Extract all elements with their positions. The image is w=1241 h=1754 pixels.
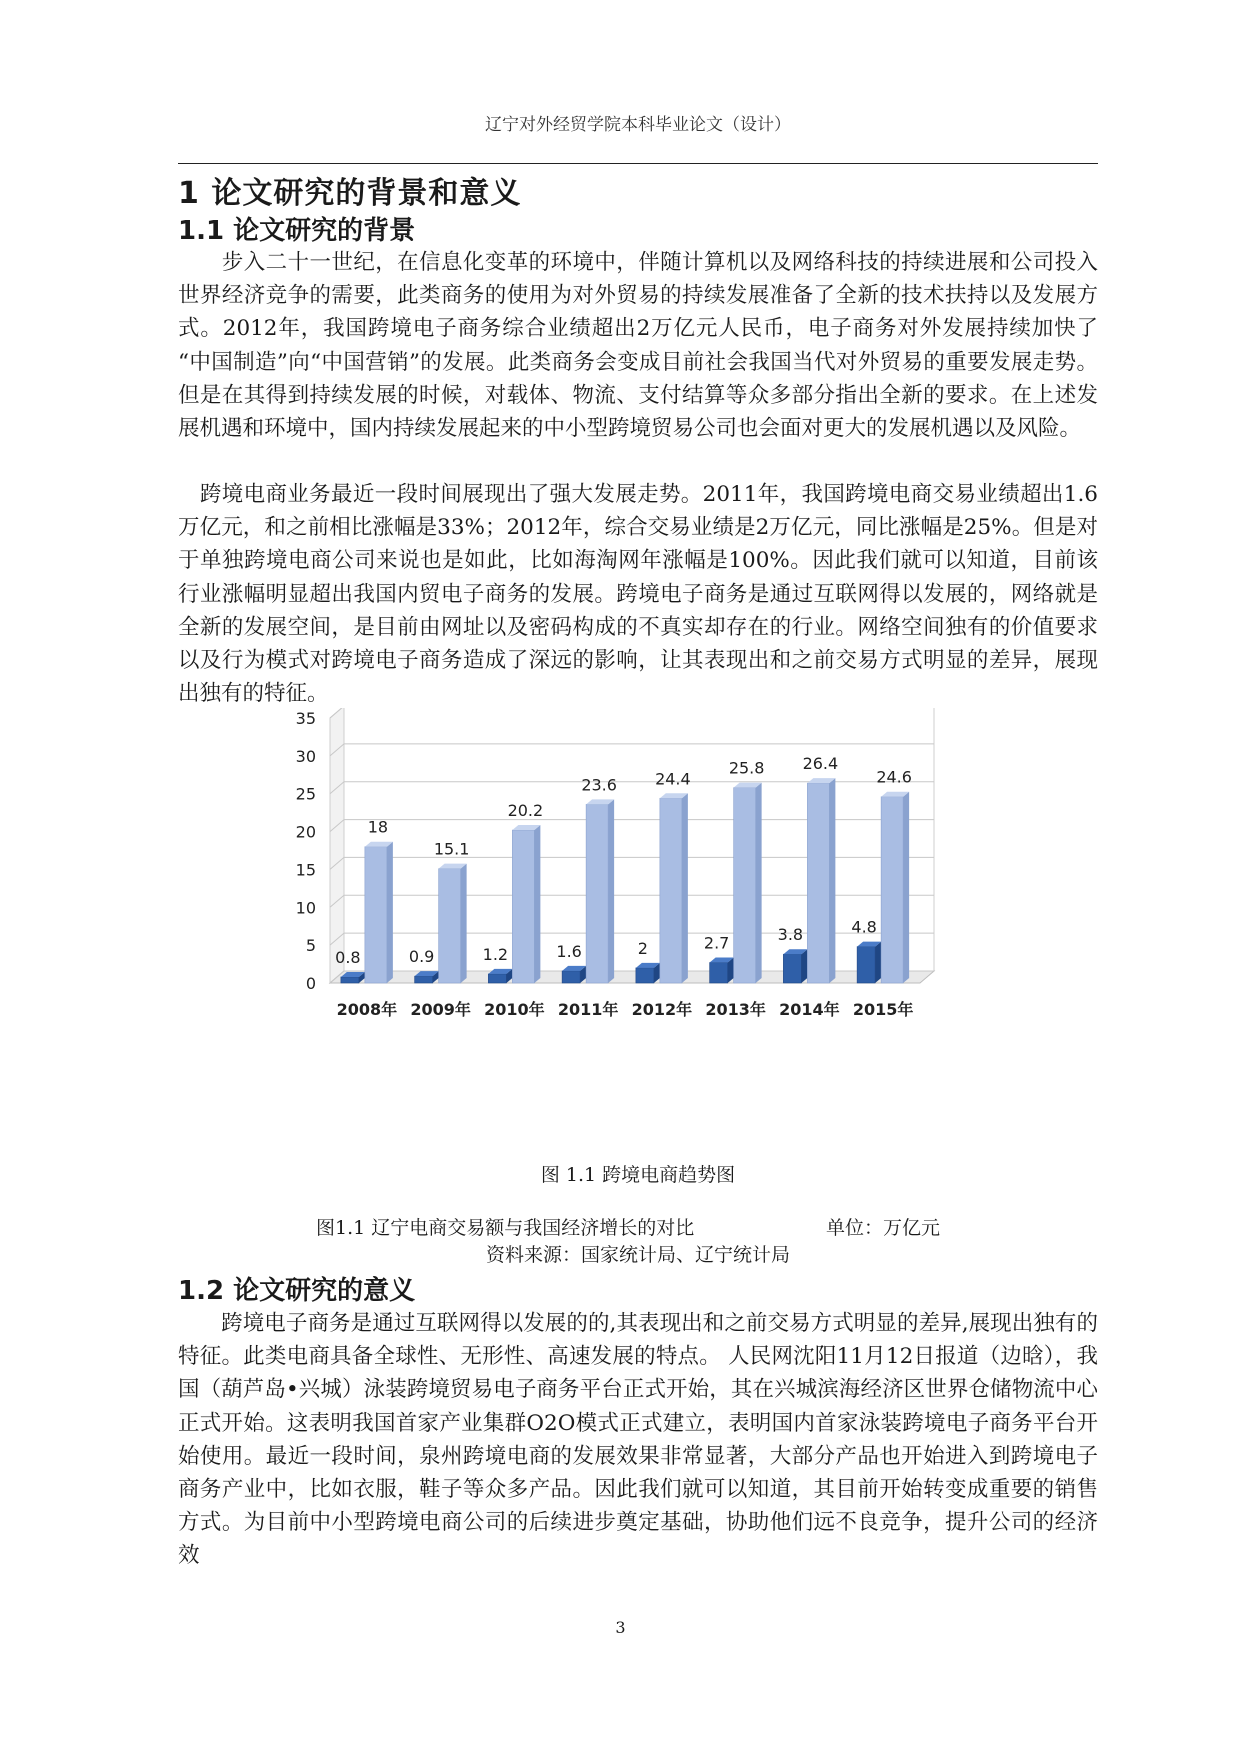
- figure-caption: 图 1.1 跨境电商趋势图: [540, 1164, 736, 1186]
- section-heading-1: 1 论文研究的背景和意义: [178, 176, 522, 211]
- data-label: 15.1: [433, 839, 470, 859]
- data-label: 2.7: [703, 933, 730, 953]
- data-label: 0.9: [408, 947, 435, 967]
- table-title-caption: 图1.1 辽宁电商交易额与我国经济增长的对比: [316, 1217, 695, 1239]
- x-tick-label: 2013年: [705, 1000, 766, 1019]
- data-label: 24.6: [876, 767, 912, 787]
- source-caption: 资料来源：国家统计局、辽宁统计局: [485, 1244, 790, 1266]
- bar-side: [461, 864, 467, 983]
- y-tick-label: 25: [295, 784, 316, 804]
- bar-trade: [512, 830, 534, 983]
- bar-trade: [586, 804, 608, 983]
- bar-ecommerce: [783, 954, 801, 983]
- bar-trade: [660, 798, 682, 983]
- bar-side: [682, 793, 688, 983]
- bar-chart-svg: [290, 708, 1050, 1138]
- y-tick-label: 35: [295, 709, 316, 728]
- data-label: 20.2: [507, 801, 544, 821]
- y-tick-label: 30: [295, 746, 316, 766]
- data-label: 1.6: [556, 941, 582, 961]
- page-number: 3: [615, 1618, 626, 1637]
- bar-side: [903, 792, 909, 983]
- bar-side: [756, 783, 762, 983]
- unit-caption: 单位：万亿元: [826, 1217, 941, 1239]
- paragraph-background-2: 跨境电商业务最近一段时间展现出了强大发展走势。2011年，我国跨境电商交易业绩超出1.6万亿元，和之前相比涨幅是33%；2012年，综合交易业绩是2万亿元，同比涨幅是25%。但是对于单独跨境电商公司来说也是如此，比如海淘网年涨幅是100%。因此我们就可以知道，目前该行业涨幅明显超出我国内贸电子商务的发展。跨境电子商务是通过互联网得以发展的，网络就是全新的发展空间，是目前由网址以及密码构成的不真实却存在的行业。网络空间独有的价值要求以及行为模式对跨境电子商务造成了深远的影响，让其表现出和之前交易方式明显的差异，展现出独有的特征。: [178, 482, 1098, 707]
- data-label: 3.8: [777, 925, 804, 945]
- paragraph-background-1: 步入二十一世纪，在信息化变革的环境中，伴随计算机以及网络科技的持续进展和公司投入世界经济竞争的需要，此类商务的使用为对外贸易的持续发展准备了全新的技术扶持以及发展方式。2012年，我国跨境电子商务综合业绩超出2万亿元人民币，电子商务对外发展持续加快了 “中国制造”向“中国营销”的发展。此类商务会变成目前社会我国当代对外贸易的重要发展走势。但是在其得到持续发展的时候，对载体、物流、支付结算等众多部分指出全新的要求。在上述发展机遇和环境中，国内持续发展起来的中小型跨境贸易公司也会面对更大的发展机遇以及风险。: [178, 250, 1098, 442]
- y-tick-label: 5: [305, 936, 316, 956]
- bar-side: [801, 949, 807, 983]
- paragraph-significance: 跨境电子商务是通过互联网得以发展的的,其表现出和之前交易方式明显的差异,展现出独有的特征。此类电商具备全球性、无形性、高速发展的特点。 人民网沈阳11月12日报道（边晗），我国（葫芦岛•兴城）泳装跨境贸易电子商务平台正式开始，其在兴城滨海经济区世界仓储物流中心正式开始。这表明我国首家产业集群O2O模式正式建立，表明国内首家泳装跨境电子商务平台开始使用。最近一段时间，泉州跨境电商的发展效果非常显著，大部分产品也开始进入到跨境电子商务产业中，比如衣服，鞋子等众多产品。因此我们就可以知道，其目前开始转变成重要的销售方式。为目前中小型跨境电商公司的后续进步奠定基础，协助他们远不良竞争，提升公司的经济效: [178, 1311, 1098, 1569]
- chart-back-wall: [344, 708, 934, 971]
- x-tick-label: 2011年: [557, 1000, 619, 1019]
- x-tick-label: 2008年: [336, 1000, 398, 1019]
- bar-side: [875, 942, 881, 983]
- running-header: 辽宁对外经贸学院本科毕业论文（设计）: [485, 115, 791, 135]
- x-tick-label: 2012年: [631, 1000, 693, 1019]
- bar-chart: [290, 708, 1050, 1138]
- y-tick-label: 15: [295, 860, 316, 880]
- bar-ecommerce: [857, 947, 875, 983]
- y-tick-label: 10: [295, 898, 316, 918]
- bar-ecommerce: [341, 977, 359, 983]
- section-heading-1-2: 1.2 论文研究的意义: [178, 1276, 416, 1306]
- bar-ecommerce: [415, 976, 433, 983]
- bar-trade: [807, 783, 829, 983]
- bar-trade: [881, 797, 903, 983]
- bar-trade: [439, 869, 461, 983]
- x-tick-label: 2015年: [852, 1000, 914, 1019]
- bar-side: [829, 778, 835, 983]
- header-rule: [178, 163, 1098, 164]
- bar-ecommerce: [562, 971, 580, 983]
- y-tick-label: 0: [305, 974, 316, 993]
- data-label: 24.4: [655, 769, 691, 789]
- data-label: 4.8: [851, 917, 877, 937]
- data-label: 1.2: [482, 944, 509, 964]
- y-tick-label: 20: [295, 822, 316, 842]
- data-label: 0.8: [335, 947, 361, 967]
- data-label: 25.8: [728, 758, 765, 778]
- x-tick-label: 2009年: [410, 1000, 471, 1019]
- section-heading-1-1: 1.1 论文研究的背景: [178, 216, 416, 246]
- bar-trade: [734, 788, 756, 983]
- bar-side: [608, 799, 614, 983]
- data-label: 18: [367, 817, 389, 837]
- x-tick-label: 2014年: [779, 1000, 840, 1019]
- bar-ecommerce: [488, 974, 506, 983]
- bar-side: [387, 842, 393, 983]
- bar-ecommerce: [636, 968, 654, 983]
- data-label: 2: [637, 938, 648, 958]
- bar-ecommerce: [710, 963, 728, 983]
- bar-trade: [365, 847, 387, 983]
- data-label: 23.6: [581, 775, 617, 795]
- data-label: 26.4: [802, 754, 839, 774]
- bar-side: [534, 825, 540, 983]
- x-tick-label: 2010年: [484, 1000, 545, 1019]
